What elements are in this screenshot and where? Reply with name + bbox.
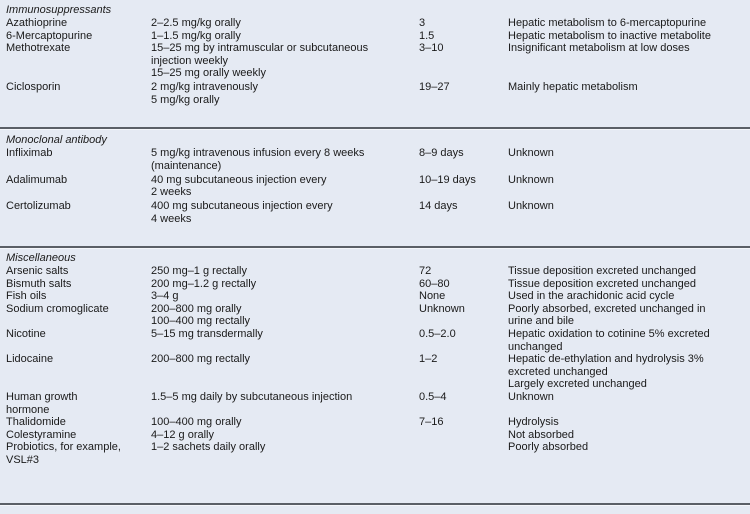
cell-line: hormone [6,403,50,416]
metabolism-cell [508,17,748,30]
cell-line: Used in the arachidonic acid cycle [508,290,675,303]
half-life-cell [419,30,508,43]
table-row [0,200,750,225]
table-row [0,303,750,328]
table-row [0,265,750,278]
drug-cell [6,147,151,172]
dose-cell [151,290,419,303]
cell-line: 1.5–5 mg daily by subcutaneous injection [151,390,353,403]
cell-line: Hepatic metabolism to inactive metabolite [508,29,711,42]
dose-cell [151,391,419,416]
dose-cell [151,17,419,30]
cell-line: VSL#3 [6,453,40,466]
cell-line: Tissue deposition excreted unchanged [508,265,696,277]
metabolism-cell [508,42,748,80]
cell-line: Probiotics, for example, [6,441,121,454]
cell-line: 250 mg–1 g rectally [151,265,247,277]
cell-line: Hydrolysis [508,416,559,429]
section-monoclonal-antibody [0,134,750,226]
table-row [0,391,750,416]
drug-cell [6,416,151,429]
metabolism-cell [508,391,748,416]
cell-line: Fish oils [6,290,47,303]
drug-cell [6,353,151,391]
cell-line: 14 days [419,200,458,213]
half-life-cell [419,429,508,442]
cell-line: None [419,290,446,303]
half-life-cell [419,303,508,328]
metabolism-cell [508,353,748,391]
table-row [0,290,750,303]
dose-cell [151,81,419,106]
cell-line: Methotrexate [6,42,71,55]
dose-cell [151,200,419,225]
cell-line: 2–2.5 mg/kg orally [151,17,241,29]
cell-line: Azathioprine [6,17,68,29]
drug-cell [6,30,151,43]
cell-line: Nicotine [6,327,46,340]
table-row [0,81,750,106]
cell-line: 2 weeks [151,186,192,199]
cell-line: 6-Mercaptopurine [6,29,93,42]
cell-line: Arsenic salts [6,265,69,277]
cell-line: Hepatic de-ethylation and hydrolysis 3% [508,353,704,366]
cell-line: Unknown [508,200,554,213]
cell-line: 2 mg/kg intravenously [151,81,258,94]
dose-cell [151,174,419,199]
cell-line: injection weekly [151,54,229,67]
half-life-cell [419,200,508,225]
cell-line: Unknown [419,302,465,315]
dose-cell [151,303,419,328]
cell-line: Infliximab [6,147,53,159]
half-life-cell [419,81,508,106]
cell-line: Unknown [508,390,554,403]
cell-line: 19–27 [419,81,450,94]
cell-line: 100–400 mg rectally [151,315,251,328]
section-immunosuppressants [0,4,750,107]
metabolism-cell [508,174,748,199]
cell-line: Bismuth salts [6,277,72,290]
cell-line: Mainly hepatic metabolism [508,81,638,94]
cell-line: 3–4 g [151,290,179,303]
cell-line: 5 mg/kg orally [151,94,220,107]
drug-cell [6,290,151,303]
cell-line: Certolizumab [6,200,71,213]
metabolism-cell [508,303,748,328]
table-row [0,17,750,30]
cell-line: excreted unchanged [508,365,608,378]
cell-line: Ciclosporin [6,81,61,94]
cell-line: Tissue deposition excreted unchanged [508,277,696,290]
metabolism-cell [508,328,748,353]
metabolism-cell [508,81,748,106]
dose-cell [151,328,419,353]
cell-line: 0.5–4 [419,390,447,403]
cell-line: Poorly absorbed [508,441,589,454]
half-life-cell [419,441,508,466]
section-miscellaneous [0,252,750,467]
cell-line: 5 mg/kg intravenous infusion every 8 weeks [151,147,365,159]
metabolism-cell [508,416,748,429]
drug-cell [6,174,151,199]
drug-cell [6,265,151,278]
table-bottom-border [0,503,750,506]
cell-line: Poorly absorbed, excreted unchanged in [508,302,706,315]
table-row [0,429,750,442]
cell-line: 4 weeks [151,212,192,225]
metabolism-cell [508,147,748,172]
section-heading: Monoclonal antibody [6,134,107,146]
metabolism-cell [508,200,748,225]
cell-line: Thalidomide [6,416,66,429]
cell-line: 5–15 mg transdermally [151,327,263,340]
cell-line: 15–25 mg by intramuscular or subcutaneous [151,42,369,55]
cell-line: Unknown [508,173,554,186]
cell-line: unchanged [508,340,563,353]
table-row [0,42,750,80]
cell-line: Not absorbed [508,428,575,441]
section-heading: Immunosuppressants [6,4,112,16]
half-life-cell [419,147,508,172]
dose-cell [151,353,419,391]
cell-line: Largely excreted unchanged [508,378,647,391]
drug-cell [6,328,151,353]
dose-cell [151,416,419,429]
metabolism-cell [508,30,748,43]
drug-cell [6,17,151,30]
drug-cell [6,200,151,225]
metabolism-cell [508,441,748,466]
cell-line: 100–400 mg orally [151,416,242,429]
cell-line: 7–16 [419,416,444,429]
half-life-cell [419,174,508,199]
cell-line: 3 [419,17,426,29]
cell-line: Hepatic metabolism to 6-mercaptopurine [508,17,707,29]
half-life-cell [419,278,508,291]
cell-line: 1–2 sachets daily orally [151,441,266,454]
half-life-cell [419,265,508,278]
section-heading: Miscellaneous [6,252,76,264]
drug-cell [6,303,151,328]
dose-cell [151,265,419,278]
dose-cell [151,147,419,172]
cell-line: 1–1.5 mg/kg orally [151,29,241,42]
half-life-cell [419,42,508,80]
cell-line: Unknown [508,147,554,159]
cell-line: Colestyramine [6,428,77,441]
table-row [0,278,750,291]
table-row [0,30,750,43]
dose-cell [151,429,419,442]
cell-line: 72 [419,265,432,277]
drug-cell [6,391,151,416]
cell-line: 200–800 mg rectally [151,353,251,366]
half-life-cell [419,353,508,391]
table-row [0,353,750,391]
cell-line: Sodium cromoglicate [6,302,109,315]
cell-line: 400 mg subcutaneous injection every [151,200,333,213]
cell-line: Hepatic oxidation to cotinine 5% excreted [508,327,710,340]
metabolism-cell [508,290,748,303]
dose-cell [151,441,419,466]
half-life-cell [419,17,508,30]
drug-cell [6,429,151,442]
half-life-cell [419,416,508,429]
metabolism-cell [508,429,748,442]
table-row [0,441,750,466]
cell-line: 4–12 g orally [151,428,214,441]
dose-cell [151,278,419,291]
dose-cell [151,42,419,80]
table-row [0,147,750,172]
cell-line: 200 mg–1.2 g rectally [151,277,257,290]
cell-line: 3–10 [419,42,444,55]
table-row [0,174,750,199]
cell-line: 1.5 [419,29,435,42]
cell-line: 40 mg subcutaneous injection every [151,173,327,186]
half-life-cell [419,391,508,416]
cell-line: 60–80 [419,277,450,290]
cell-line: 15–25 mg orally weekly [151,67,266,80]
drug-cell [6,81,151,106]
half-life-cell [419,290,508,303]
drug-cell [6,441,151,466]
cell-line: (maintenance) [151,159,222,172]
dose-cell [151,30,419,43]
metabolism-cell [508,265,748,278]
drug-cell [6,42,151,80]
cell-line: 0.5–2.0 [419,327,456,340]
half-life-cell [419,328,508,353]
cell-line: Insignificant metabolism at low doses [508,42,690,55]
cell-line: Adalimumab [6,173,68,186]
drug-cell [6,278,151,291]
cell-line: 200–800 mg orally [151,302,242,315]
metabolism-cell [508,278,748,291]
cell-line: 10–19 days [419,173,476,186]
cell-line: urine and bile [508,315,575,328]
cell-line: 1–2 [419,353,438,366]
section-divider [0,127,750,130]
section-divider [0,246,750,249]
cell-line: Lidocaine [6,353,54,366]
table-row [0,328,750,353]
table-row [0,416,750,429]
cell-line: 8–9 days [419,147,464,159]
cell-line: Human growth [6,390,78,403]
